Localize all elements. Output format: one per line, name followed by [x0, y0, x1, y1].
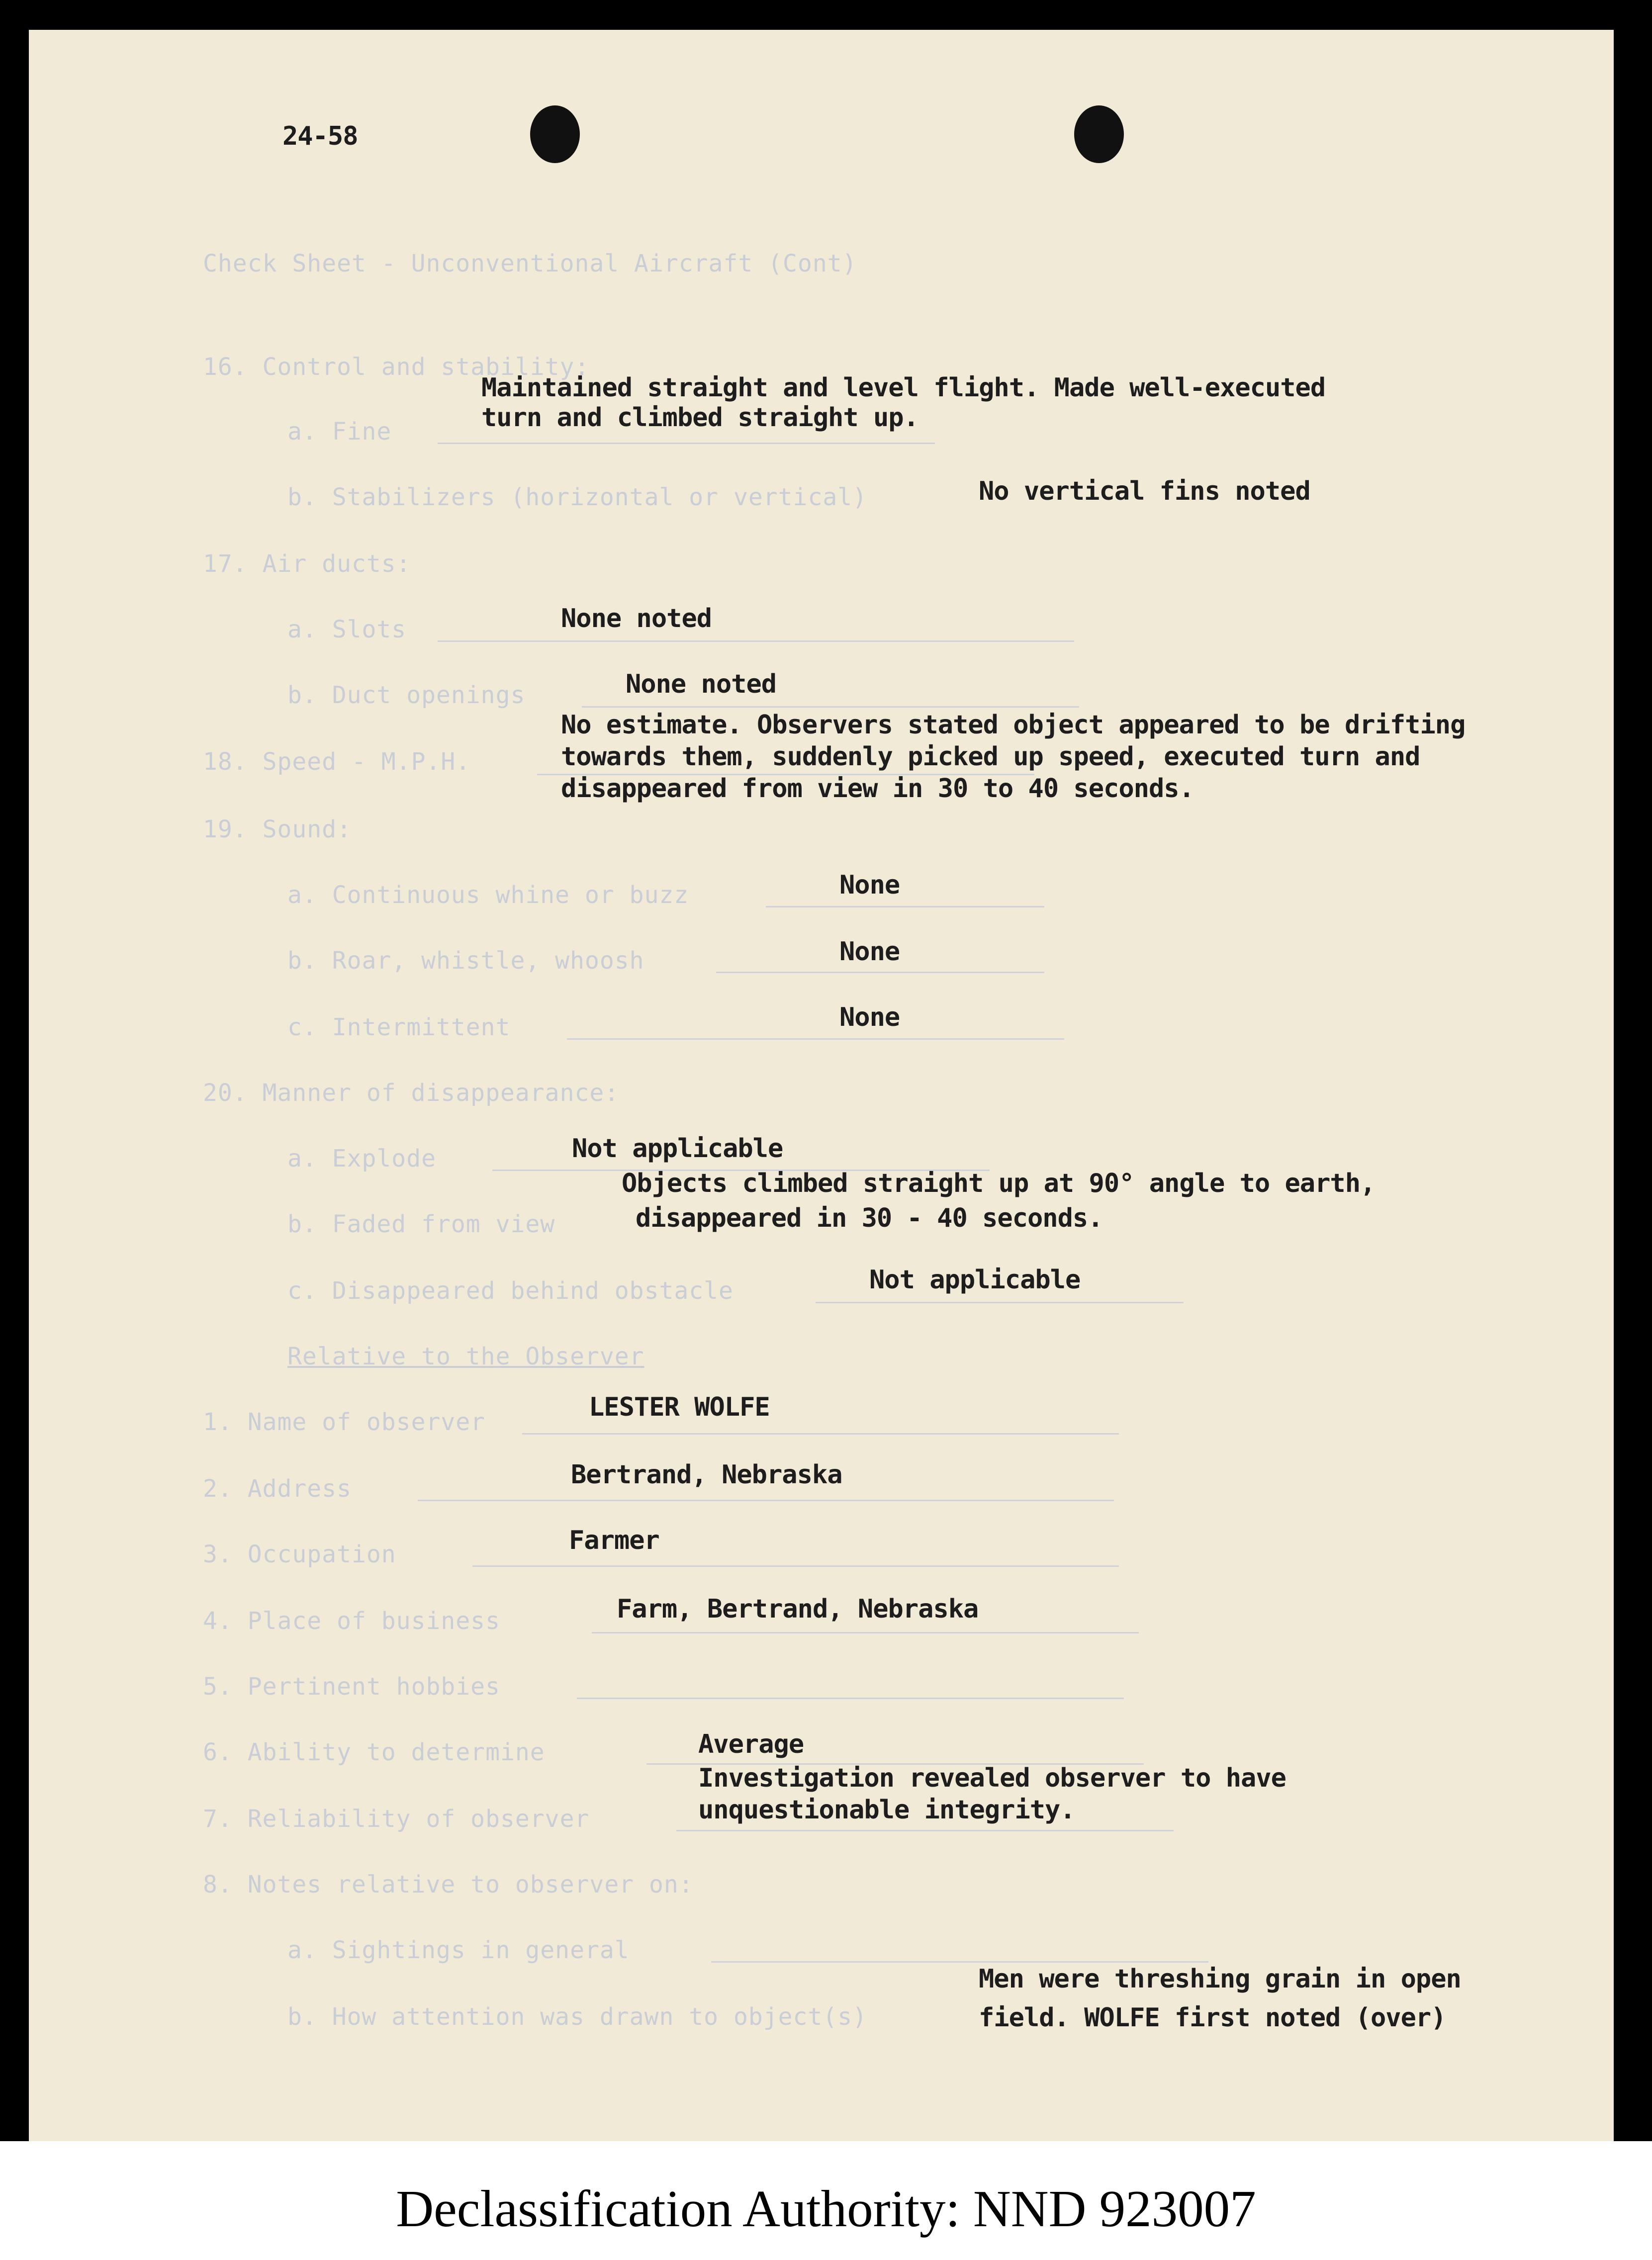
form-o7: 7. Reliability of observer	[203, 1805, 590, 1833]
answer-line	[438, 443, 935, 444]
answer-line	[567, 1038, 1064, 1040]
form-q17a: a. Slots	[287, 616, 407, 643]
answer-line	[676, 1830, 1174, 1831]
observer-occupation: Farmer	[569, 1526, 659, 1555]
answer-20b-line1: Objects climbed straight up at 90° angle to earth,	[622, 1169, 1376, 1198]
answer-line	[472, 1565, 1119, 1567]
answer-line	[522, 1433, 1119, 1435]
answer-19a: None	[839, 870, 900, 900]
attention-line1: Men were threshing grain in open	[979, 1964, 1461, 1994]
answer-16-line2: turn and climbed straight up.	[481, 403, 918, 433]
form-q20a: a. Explode	[287, 1145, 436, 1173]
answer-20b-line2: disappeared in 30 - 40 seconds.	[636, 1203, 1103, 1233]
punch-hole-right	[1074, 105, 1124, 163]
answer-20a: Not applicable	[572, 1134, 783, 1164]
answer-line	[592, 1632, 1139, 1633]
answer-19c: None	[839, 1002, 900, 1032]
answer-line	[766, 906, 1044, 907]
footer-bar	[0, 2141, 1652, 2260]
form-o8b: b. How attention was drawn to object(s)	[287, 2003, 868, 2031]
form-o8a: a. Sightings in general	[287, 1936, 630, 1964]
form-q17: 17. Air ducts:	[203, 550, 411, 578]
answer-16-line1: Maintained straight and level flight. Made well-executed	[481, 373, 1326, 403]
form-o8: 8. Notes relative to observer on:	[203, 1871, 694, 1898]
answer-18-line2: towards them, suddenly picked up speed, executed turn and	[561, 742, 1420, 772]
form-q16a: a. Fine	[287, 418, 392, 446]
form-q20c: c. Disappeared behind obstacle	[287, 1277, 734, 1305]
form-o1: 1. Name of observer	[203, 1408, 486, 1436]
form-q16: 16. Control and stability:	[203, 353, 590, 381]
punch-hole-left	[530, 105, 580, 163]
form-sheet-title: Check Sheet - Unconventional Aircraft (Cont)	[203, 250, 857, 277]
form-section-observer: Relative to the Observer	[287, 1343, 644, 1370]
observer-ability: Average	[698, 1729, 804, 1759]
form-o4: 4. Place of business	[203, 1607, 500, 1635]
form-q19b: b. Roar, whistle, whoosh	[287, 947, 644, 975]
answer-16b: No vertical fins noted	[979, 476, 1310, 506]
answer-line	[438, 640, 1074, 642]
answer-17b: None noted	[626, 669, 777, 699]
observer-reliability-line2: unquestionable integrity.	[698, 1795, 1075, 1825]
form-o3: 3. Occupation	[203, 1540, 396, 1568]
answer-17a: None noted	[561, 604, 712, 633]
answer-line	[716, 972, 1044, 973]
observer-name: LESTER WOLFE	[589, 1392, 770, 1422]
answer-18-line1: No estimate. Observers stated object appeared to be drifting	[561, 710, 1466, 740]
form-o2: 2. Address	[203, 1475, 352, 1503]
answer-line	[582, 706, 1079, 708]
answer-line	[816, 1302, 1184, 1303]
form-q17b: b. Duct openings	[287, 681, 526, 709]
answer-line	[418, 1500, 1114, 1501]
form-q18: 18. Speed - M.P.H.	[203, 748, 471, 776]
attention-line2: field. WOLFE first noted (over)	[979, 2003, 1446, 2033]
form-q19c: c. Intermittent	[287, 1013, 511, 1041]
answer-line	[711, 1961, 1208, 1963]
answer-line	[577, 1698, 1124, 1699]
form-q19a: a. Continuous whine or buzz	[287, 881, 689, 909]
form-q20: 20. Manner of disappearance:	[203, 1079, 620, 1107]
answer-19b: None	[839, 937, 900, 967]
form-q16b: b. Stabilizers (horizontal or vertical)	[287, 483, 868, 511]
observer-reliability-line1: Investigation revealed observer to have	[698, 1763, 1286, 1793]
form-q20b: b. Faded from view	[287, 1210, 555, 1238]
declassification-note: Declassification Authority: NND 923007	[396, 2179, 1256, 2238]
form-o6: 6. Ability to determine	[203, 1738, 545, 1766]
observer-place-of-business: Farm, Bertrand, Nebraska	[617, 1594, 979, 1624]
answer-20c: Not applicable	[869, 1265, 1081, 1295]
answer-18-line3: disappeared from view in 30 to 40 seconds.	[561, 774, 1194, 804]
observer-address: Bertrand, Nebraska	[571, 1460, 842, 1490]
form-o5: 5. Pertinent hobbies	[203, 1673, 500, 1701]
document-number: 24-58	[282, 121, 358, 151]
form-q19: 19. Sound:	[203, 815, 352, 843]
